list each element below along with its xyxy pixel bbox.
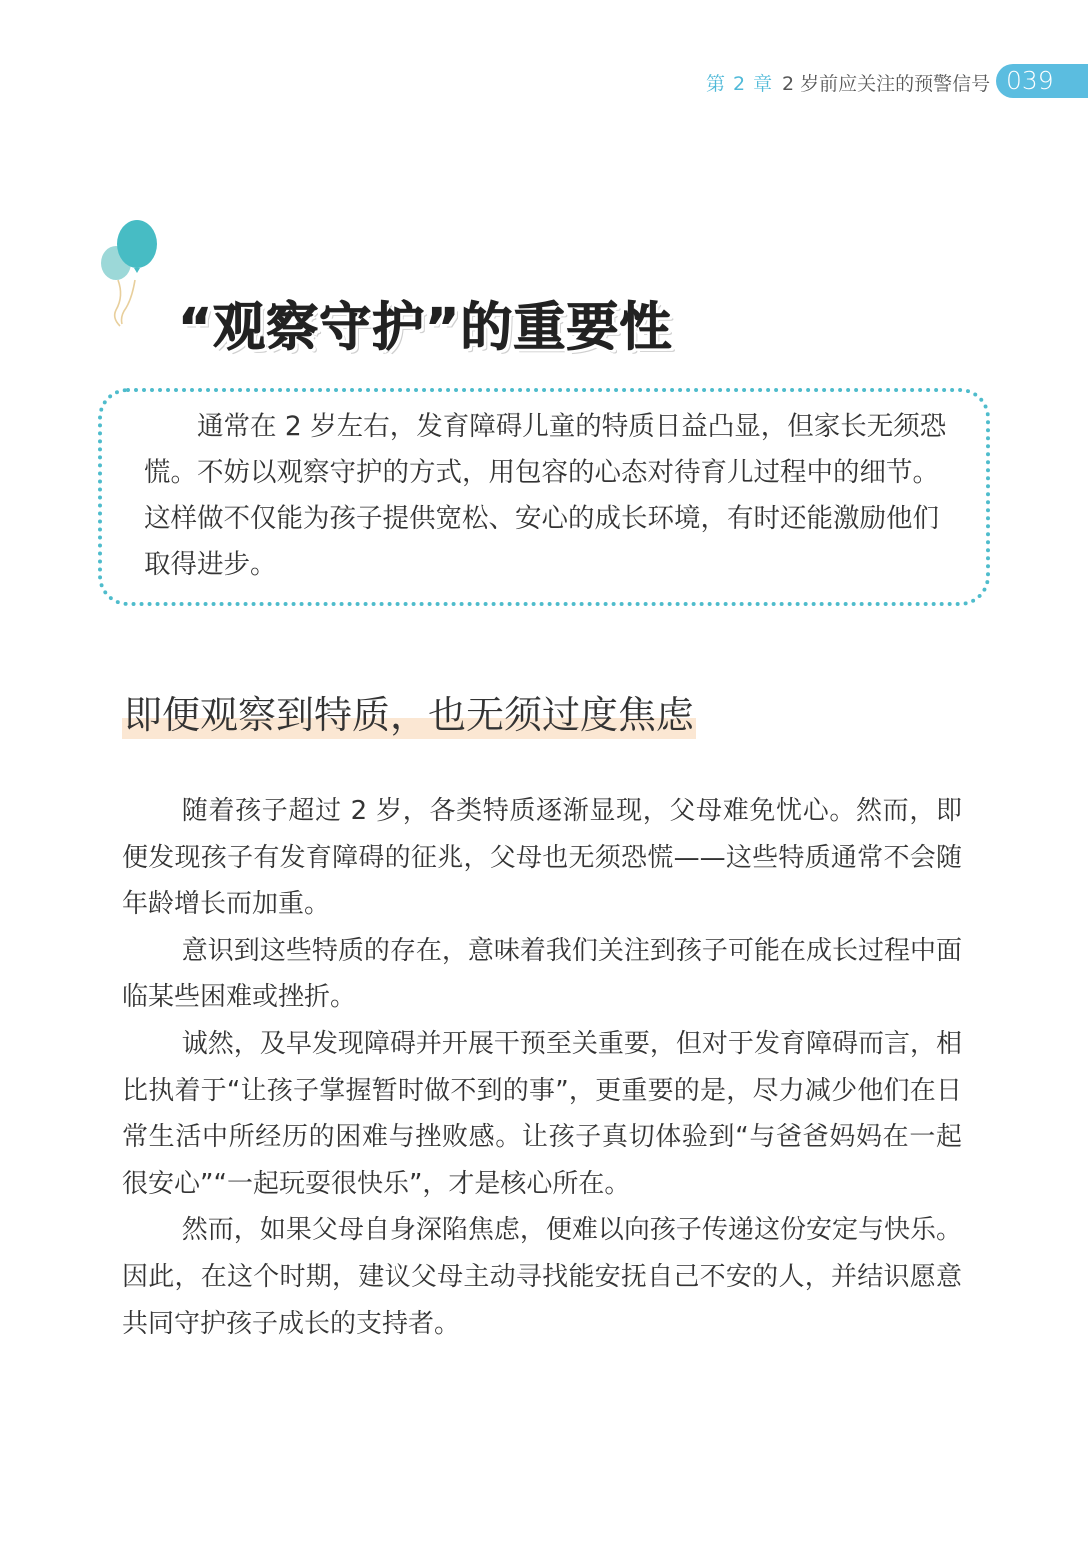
intro-callout-text: 通常在 2 岁左右，发育障碍儿童的特质日益凸显，但家长无须恐慌。不妨以观察守护的方式，用包容的心态对待育儿过程中的细节。这样做不仅能为孩子提供宽松、安心的成长环境，有时还能激励他们取得进步。 [144,411,947,580]
page-number: 039 [996,64,1088,98]
body-text [122,788,962,1347]
chapter-title: 2 岁前应关注的预警信号 [782,73,991,95]
body-paragraph: 诚然，及早发现障碍并开展干预至关重要，但对于发育障碍而言，相比执着于“让孩子掌握暂时做不到的事”，更重要的是，尽力减少他们在日常生活中所经历的困难与挫败感。让孩子真切体验到“与爸爸妈妈在一起很安心”“一起玩耍很快乐”，才是核心所在。 [122,1028,962,1199]
subsection-heading: 即便观察到特质，也无须过度焦虑 [122,684,696,739]
body-paragraph: 然而，如果父母自身深陷焦虑，便难以向孩子传递这份安定与快乐。因此，在这个时期，建议父母主动寻找能安抚自己不安的人，并结识愿意共同守护孩子成长的支持者。 [122,1215,962,1339]
chapter-label: 第 2 章 [706,73,774,95]
running-header [706,64,1088,98]
section-title: “观察守护”的重要性 [178,297,673,358]
balloon-icon [98,218,168,333]
body-paragraph: 意识到这些特质的存在，意味着我们关注到孩子可能在成长过程中面临某些困难或挫折。 [122,935,962,1013]
body-paragraph: 随着孩子超过 2 岁，各类特质逐渐显现，父母难免忧心。然而，即便发现孩子有发育障碍的征兆，父母也无须恐慌——这些特质通常不会随年龄增长而加重。 [122,796,962,920]
